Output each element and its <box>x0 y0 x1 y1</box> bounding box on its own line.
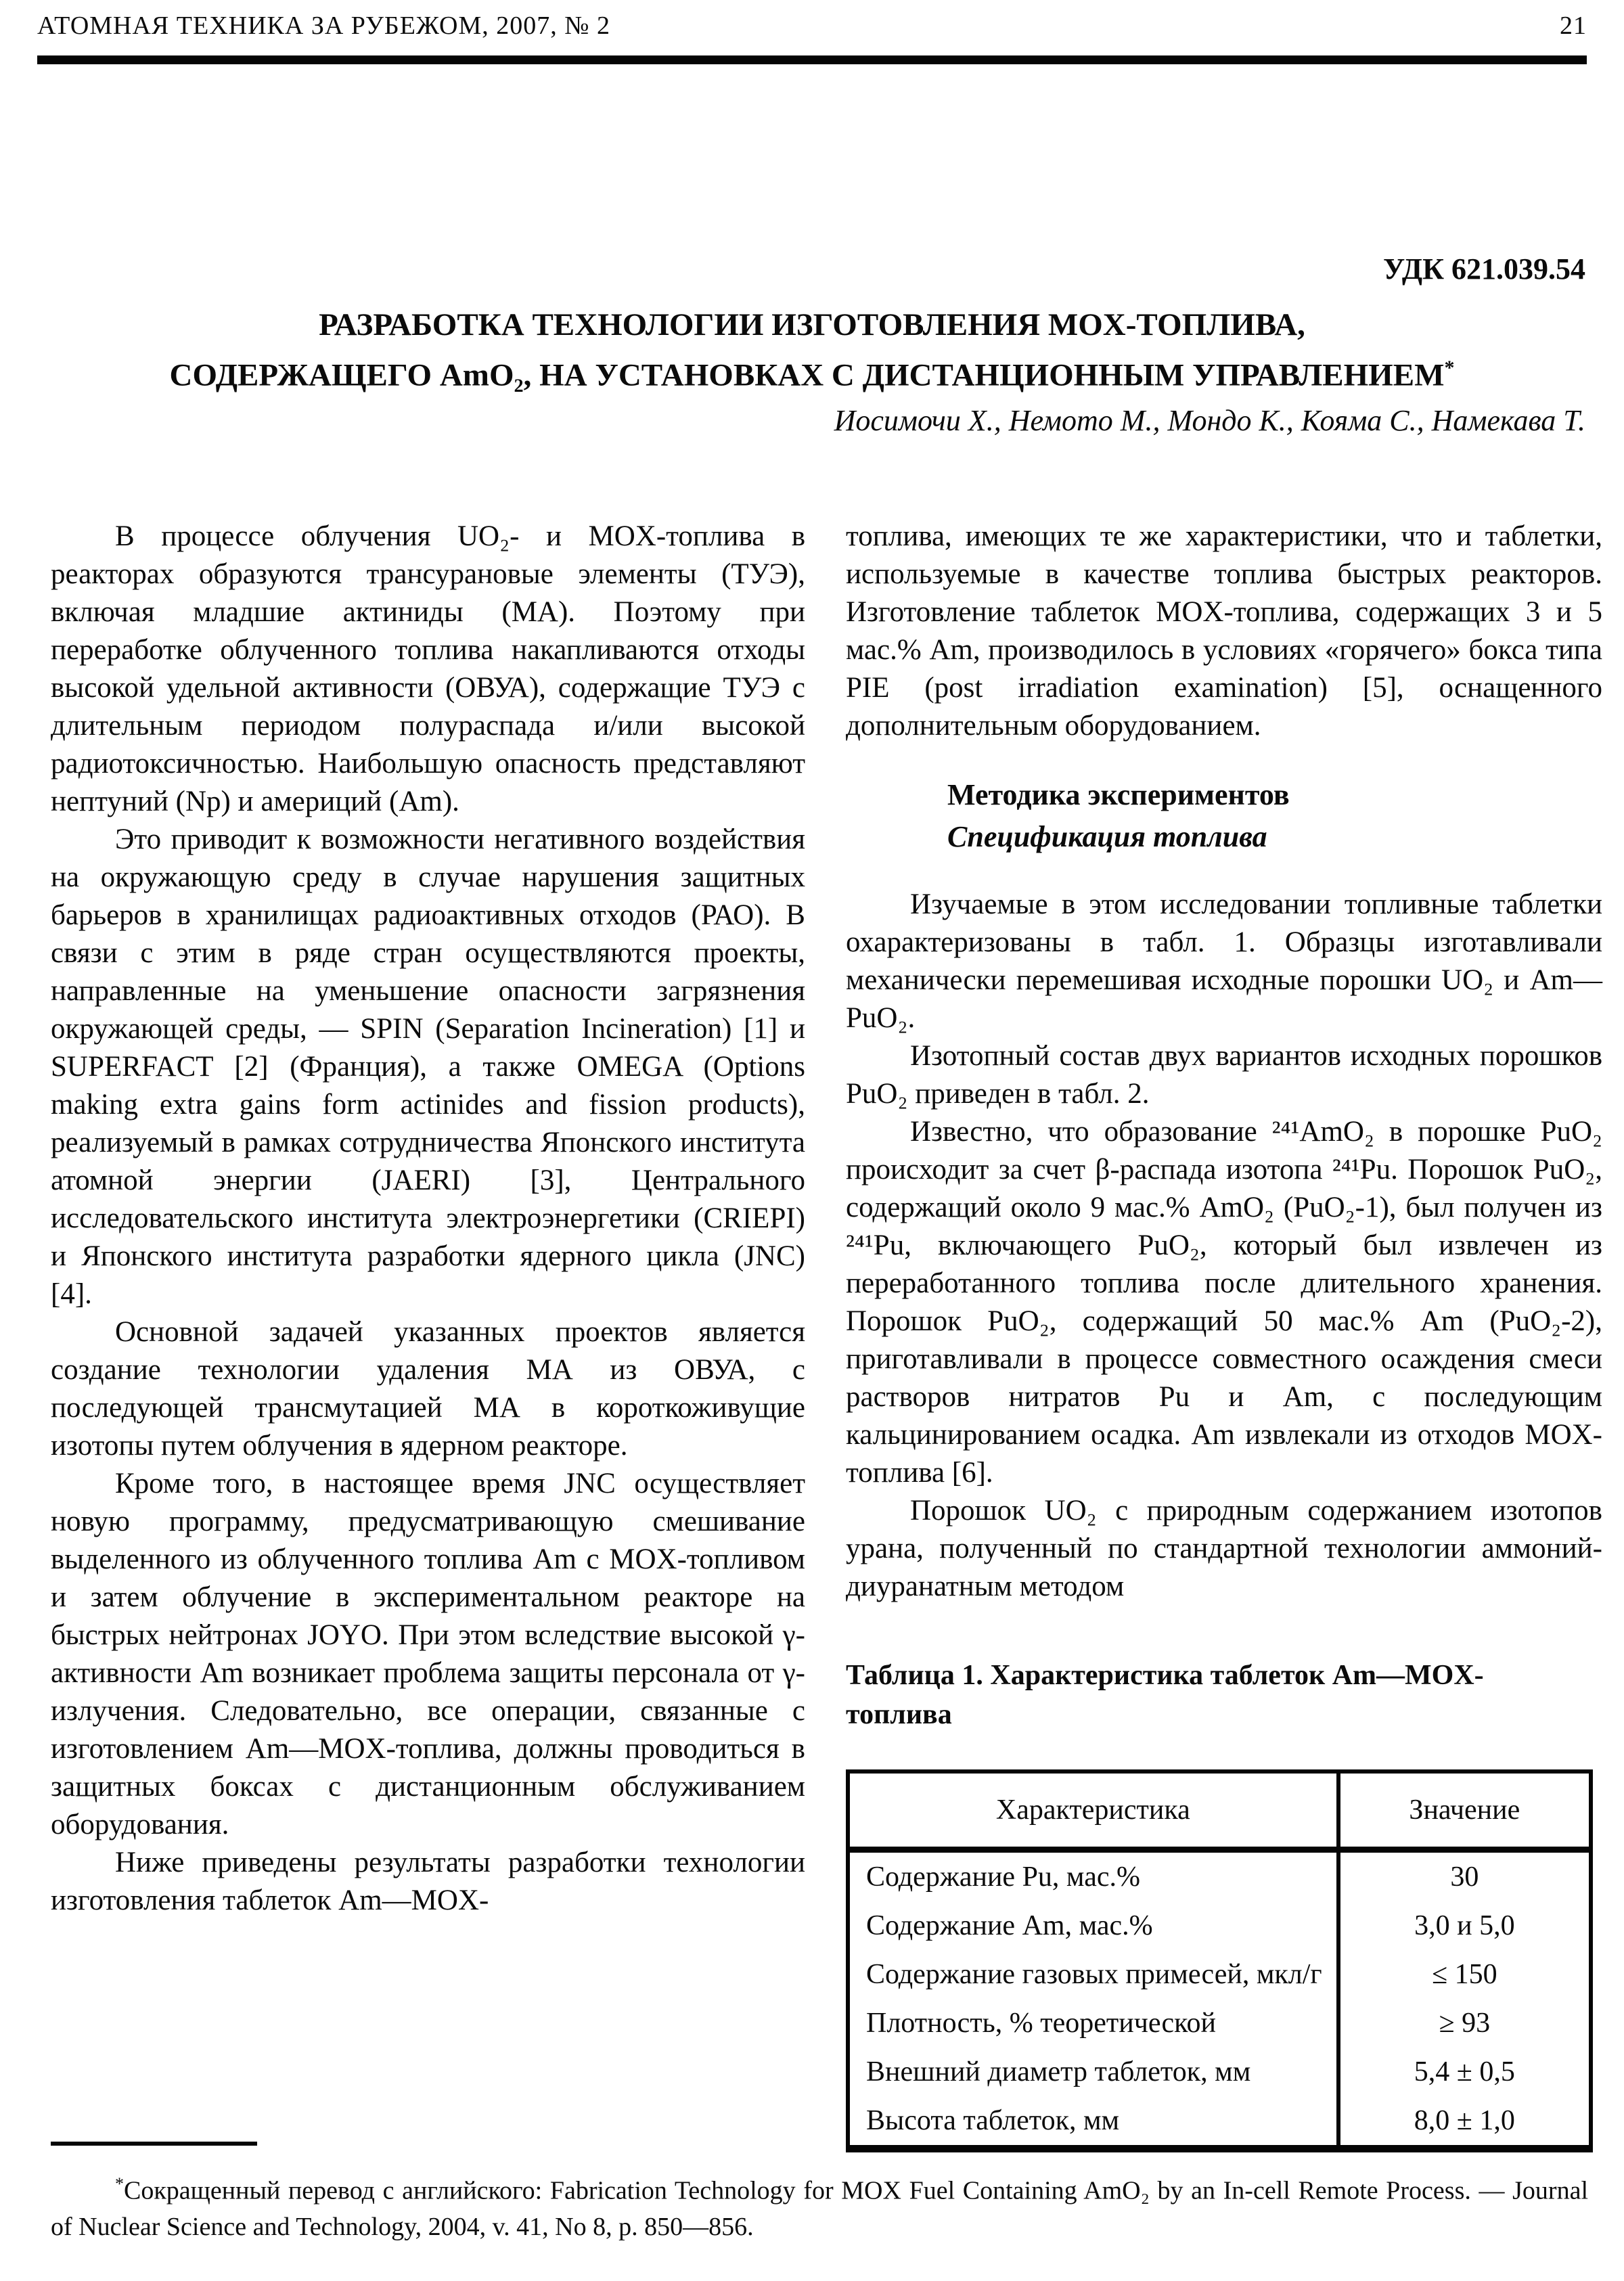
row-label: Содержание Pu, мас.% <box>848 1850 1338 1902</box>
left-column <box>51 518 805 1920</box>
authors-line: Иосимочи Х., Немото М., Мондо К., Кояма С., Намекава Т. <box>834 404 1585 437</box>
article-title <box>41 303 1583 397</box>
footnote-marker: * <box>115 2174 124 2194</box>
section-heading: Методика экспериментов <box>947 778 1290 811</box>
title-footnote-marker: * <box>1444 357 1455 379</box>
paragraph: Кроме того, в настоящее время JNC осуществляет новую программу, предусматривающую смешивание выделенного из облученного топлива Am с MOX-топливом и затем облучение в экспериментальном реакторе на быстрых нейтронах JOYO. При этом вследствие высокой γ-активности Am возникает проблема защиты персонала от γ-излучения. Следовательно, все операции, связанные с изготовлением Am—MOX-топлива, должны проводиться в защитных боксах с дистанционным обслуживанием оборудования. <box>51 1468 805 1840</box>
paragraph: Изучаемые в этом исследовании топливные таблетки охарактеризованы в табл. 1. Образцы изготавливали механически перемешивая исходные порошки UO₂ и Am—PuO₂. <box>846 888 1602 1034</box>
right-column <box>846 518 1602 2152</box>
row-value: 5,4 ± 0,5 <box>1338 2048 1591 2096</box>
row-label: Высота таблеток, мм <box>848 2096 1338 2149</box>
row-value: 30 <box>1338 1850 1591 1902</box>
row-value: ≥ 93 <box>1338 1999 1591 2048</box>
table-row <box>848 1999 1591 2048</box>
paragraph: Изотопный состав двух вариантов исходных порошков PuO₂ приведен в табл. 2. <box>846 1040 1602 1110</box>
subsection-heading: Спецификация топлива <box>947 820 1267 853</box>
header-rule <box>37 55 1587 64</box>
row-label: Плотность, % теоретической <box>848 1999 1338 2048</box>
row-value: 8,0 ± 1,0 <box>1338 2096 1591 2149</box>
paragraph: Ниже приведены результаты разработки технологии изготовления таблеток Am—MOX- <box>51 1847 805 1916</box>
row-label: Содержание Am, мас.% <box>848 1901 1338 1950</box>
column-header-value: Значение <box>1338 1771 1591 1850</box>
paragraph: Порошок UO₂ с природным содержанием изотопов урана, полученный по стандартной технологии аммоний-диуранатным методом <box>846 1495 1602 1602</box>
paragraph: топлива, имеющих те же характеристики, что и таблетки, используемые в качестве топлива быстрых реакторов. Изготовление таблеток MOX-топлива, содержащих 3 и 5 мас.% Am, производилось в условиях «горячего» бокса типа PIE (post irradiation examination) [5], оснащенного дополнительным оборудованием. <box>846 520 1602 742</box>
article-title-line2 <box>41 346 1583 397</box>
row-label: Содержание газовых примесей, мкл/г <box>848 1950 1338 1999</box>
table-row <box>848 2048 1591 2096</box>
footnote-block <box>51 2142 1588 2245</box>
table-caption: Таблица 1. Характеристика таблеток Am—MOX-топлива <box>846 1660 1484 1730</box>
footnote-text: Сокращенный перевод с английского: Fabrication Technology for MOX Fuel Containing AmO₂ by an In-cell Remote Process. — Journal of Nuclear Science and Technology, 2004, v. 41, No 8, p. 850—856. <box>51 2176 1588 2241</box>
characteristics-table <box>846 1769 1593 2152</box>
table-row <box>848 1850 1591 1902</box>
table-header-row <box>848 1771 1591 1850</box>
paragraph: В процессе облучения UO₂- и MOX-топлива в реакторах образуются трансурановые элементы (ТУЭ), включая младшие актиниды (МА). Поэтому при переработке облученного топлива накапливаются отходы высокой удельной активности (ОВУА), содержащие ТУЭ с длительным периодом полураспада и/или высокой радиотоксичностью. Наибольшую опасность представляют нептуний (Np) и америций (Am). <box>51 520 805 817</box>
table-row <box>848 2096 1591 2149</box>
column-header-characteristic: Характеристика <box>848 1771 1338 1850</box>
journal-title: АТОМНАЯ ТЕХНИКА ЗА РУБЕЖОМ, 2007, № 2 <box>37 12 611 40</box>
udk-code: УДК 621.039.54 <box>1382 252 1585 286</box>
row-value: 3,0 и 5,0 <box>1338 1901 1591 1950</box>
running-header <box>37 11 1587 41</box>
paragraph: Это приводит к возможности негативного воздействия на окружающую среду в случае нарушения защитных барьеров в хранилищах радиоактивных отходов (РАО). В связи с этим в ряде стран осуществляются проекты, направленные на уменьшение опасности загрязнения окружающей среды, — SPIN (Separation Incineration) [1] и SUPERFACT [2] (Франция), а также OMEGA (Options making extra gains form actinides and fission products), реализуемый в рамках сотрудничества Японского института атомной энергии (JAERI) [3], Центрального исследовательского института электроэнергетики (CRIEPI) и Японского института разработки ядерного цикла (JNC) [4]. <box>51 823 805 1310</box>
table-row <box>848 1901 1591 1950</box>
row-label: Внешний диаметр таблеток, мм <box>848 2048 1338 2096</box>
page-number: 21 <box>1560 12 1587 40</box>
article-title-line2-text: СОДЕРЖАЩЕГО AmO₂, НА УСТАНОВКАХ С ДИСТАНЦИОННЫМ УПРАВЛЕНИЕМ <box>169 357 1445 393</box>
paragraph: Основной задачей указанных проектов является создание технологии удаления МА из ОВУА, с последующей трансмутацией МА в короткоживущие изотопы путем облучения в ядерном реакторе. <box>51 1316 805 1462</box>
paragraph: Известно, что образование ²⁴¹AmO₂ в порошке PuO₂ происходит за счет β-распада изотопа ²⁴¹Pu. Порошок PuO₂, содержащий около 9 мас.% AmO₂ (PuO₂-1), был получен из ²⁴¹Pu, включающего PuO₂, который был извлечен из переработанного топлива после длительного хранения. Порошок PuO₂, содержащий 50 мас.% Am (PuO₂-2), приготавливали в процессе совместного осаждения смеси растворов нитратов Pu и Am, с последующим кальцинированием осадка. Am извлекали из отходов MOX-топлива [6]. <box>846 1116 1602 1489</box>
footnote <box>51 2166 1588 2245</box>
footnote-rule <box>51 2142 257 2146</box>
article-title-line1: РАЗРАБОТКА ТЕХНОЛОГИИ ИЗГОТОВЛЕНИЯ MOX-ТОПЛИВА, <box>319 307 1305 342</box>
row-value: ≤ 150 <box>1338 1950 1591 1999</box>
table-row <box>848 1950 1591 1999</box>
